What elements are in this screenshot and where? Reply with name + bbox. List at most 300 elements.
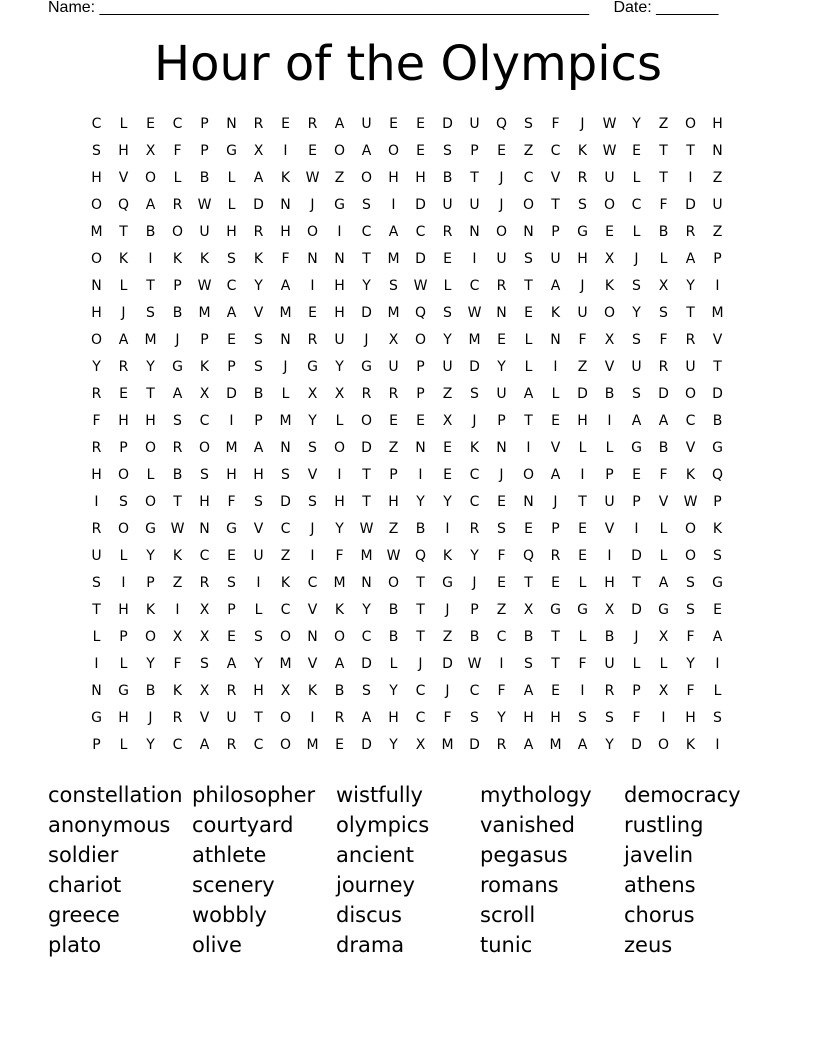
grid-cell[interactable]: A xyxy=(145,197,156,213)
grid-cell[interactable]: T xyxy=(362,467,371,483)
grid-cell[interactable]: N xyxy=(280,332,291,348)
grid-cell[interactable]: O xyxy=(333,629,346,645)
grid-cell[interactable]: O xyxy=(117,467,130,483)
grid-cell[interactable]: X xyxy=(172,629,183,645)
grid-cell[interactable]: I xyxy=(472,251,477,267)
grid-cell[interactable]: K xyxy=(280,170,291,186)
grid-cell[interactable]: I xyxy=(337,467,342,483)
grid-cell[interactable]: U xyxy=(442,359,453,375)
grid-cell[interactable]: W xyxy=(602,116,617,132)
grid-cell[interactable]: D xyxy=(361,440,372,456)
grid-cell[interactable]: D xyxy=(469,737,480,753)
grid-cell[interactable]: D xyxy=(712,386,723,402)
grid-cell[interactable]: A xyxy=(361,710,372,726)
grid-cell[interactable]: N xyxy=(496,305,507,321)
grid-cell[interactable]: O xyxy=(198,440,211,456)
grid-cell[interactable]: G xyxy=(577,602,588,618)
grid-cell[interactable]: F xyxy=(497,683,506,699)
grid-cell[interactable]: E xyxy=(416,143,425,159)
grid-cell[interactable]: T xyxy=(524,413,533,429)
grid-cell[interactable]: O xyxy=(684,548,697,564)
grid-cell[interactable]: N xyxy=(523,224,534,240)
grid-cell[interactable]: D xyxy=(253,197,264,213)
grid-cell[interactable]: X xyxy=(442,413,453,429)
grid-cell[interactable]: Z xyxy=(712,224,723,240)
grid-cell[interactable]: L xyxy=(578,440,587,456)
grid-cell[interactable]: F xyxy=(659,332,668,348)
grid-cell[interactable]: U xyxy=(388,359,399,375)
grid-cell[interactable]: Y xyxy=(497,710,506,726)
grid-cell[interactable]: I xyxy=(715,656,720,672)
grid-cell[interactable]: K xyxy=(550,305,561,321)
grid-cell[interactable]: F xyxy=(551,116,560,132)
grid-cell[interactable]: R xyxy=(388,386,399,402)
grid-cell[interactable]: Q xyxy=(117,197,130,213)
grid-cell[interactable]: Y xyxy=(605,737,614,753)
grid-cell[interactable]: H xyxy=(388,710,399,726)
grid-cell[interactable]: J xyxy=(499,467,504,483)
grid-cell[interactable]: G xyxy=(712,575,723,591)
grid-cell[interactable]: W xyxy=(197,197,212,213)
grid-cell[interactable]: L xyxy=(119,278,128,294)
grid-cell[interactable]: G xyxy=(91,710,102,726)
grid-cell[interactable]: H xyxy=(577,251,588,267)
grid-cell[interactable]: S xyxy=(146,305,155,321)
grid-cell[interactable]: C xyxy=(172,737,183,753)
grid-cell[interactable]: S xyxy=(119,494,128,510)
grid-cell[interactable]: N xyxy=(307,251,318,267)
grid-cell[interactable]: E xyxy=(497,143,506,159)
grid-cell[interactable]: S xyxy=(605,710,614,726)
grid-cell[interactable]: T xyxy=(686,143,695,159)
grid-cell[interactable]: P xyxy=(200,332,209,348)
grid-cell[interactable]: C xyxy=(172,116,183,132)
grid-cell[interactable]: Q xyxy=(522,548,535,564)
grid-cell[interactable]: T xyxy=(524,575,533,591)
grid-cell[interactable]: L xyxy=(659,521,668,537)
grid-cell[interactable]: O xyxy=(684,116,697,132)
grid-cell[interactable]: B xyxy=(604,629,615,645)
grid-cell[interactable]: S xyxy=(254,629,263,645)
grid-cell[interactable]: B xyxy=(388,602,399,618)
grid-cell[interactable]: P xyxy=(227,359,236,375)
grid-cell[interactable]: L xyxy=(443,278,452,294)
grid-cell[interactable]: U xyxy=(496,386,507,402)
grid-cell[interactable]: T xyxy=(119,224,128,240)
grid-cell[interactable]: N xyxy=(91,683,102,699)
grid-cell[interactable]: O xyxy=(144,440,157,456)
grid-cell[interactable]: J xyxy=(472,413,477,429)
grid-cell[interactable]: T xyxy=(146,386,155,402)
grid-cell[interactable]: K xyxy=(172,683,183,699)
grid-cell[interactable]: E xyxy=(389,413,398,429)
grid-cell[interactable]: S xyxy=(632,386,641,402)
grid-cell[interactable]: I xyxy=(229,413,234,429)
grid-cell[interactable]: J xyxy=(418,656,423,672)
grid-cell[interactable]: B xyxy=(199,170,210,186)
grid-cell[interactable]: A xyxy=(253,170,264,186)
grid-cell[interactable]: N xyxy=(469,224,480,240)
grid-cell[interactable]: L xyxy=(632,656,641,672)
grid-cell[interactable]: S xyxy=(308,440,317,456)
grid-cell[interactable]: K xyxy=(145,602,156,618)
grid-cell[interactable]: C xyxy=(631,197,642,213)
grid-cell[interactable]: S xyxy=(686,602,695,618)
grid-cell[interactable]: Y xyxy=(443,494,452,510)
grid-cell[interactable]: U xyxy=(604,656,615,672)
grid-cell[interactable]: W xyxy=(467,656,482,672)
grid-cell[interactable]: S xyxy=(254,494,263,510)
grid-cell[interactable]: V xyxy=(550,170,561,186)
grid-cell[interactable]: O xyxy=(414,332,427,348)
grid-cell[interactable]: E xyxy=(443,467,452,483)
grid-cell[interactable]: C xyxy=(199,548,210,564)
grid-cell[interactable]: O xyxy=(387,143,400,159)
grid-cell[interactable]: A xyxy=(631,413,642,429)
grid-cell[interactable]: F xyxy=(443,710,452,726)
grid-cell[interactable]: E xyxy=(713,602,722,618)
grid-cell[interactable]: V xyxy=(604,521,615,537)
grid-cell[interactable]: O xyxy=(279,629,292,645)
grid-cell[interactable]: F xyxy=(659,197,668,213)
grid-cell[interactable]: V xyxy=(604,359,615,375)
grid-cell[interactable]: A xyxy=(226,305,237,321)
grid-cell[interactable]: M xyxy=(468,332,481,348)
grid-cell[interactable]: C xyxy=(280,602,291,618)
grid-cell[interactable]: E xyxy=(281,116,290,132)
grid-cell[interactable]: M xyxy=(333,575,346,591)
grid-cell[interactable]: E xyxy=(227,629,236,645)
grid-cell[interactable]: X xyxy=(658,278,669,294)
grid-cell[interactable]: O xyxy=(684,386,697,402)
grid-cell[interactable]: I xyxy=(607,413,612,429)
grid-cell[interactable]: R xyxy=(253,224,264,240)
grid-cell[interactable]: D xyxy=(361,737,372,753)
grid-cell[interactable]: P xyxy=(389,467,398,483)
grid-cell[interactable]: W xyxy=(197,278,212,294)
grid-cell[interactable]: P xyxy=(713,494,722,510)
grid-cell[interactable]: M xyxy=(90,224,103,240)
grid-cell[interactable]: N xyxy=(523,494,534,510)
grid-cell[interactable]: I xyxy=(310,710,315,726)
grid-cell[interactable]: N xyxy=(280,197,291,213)
grid-cell[interactable]: X xyxy=(145,143,156,159)
grid-cell[interactable]: Y xyxy=(335,359,344,375)
grid-cell[interactable]: N xyxy=(361,575,372,591)
grid-cell[interactable]: S xyxy=(389,278,398,294)
grid-cell[interactable]: Y xyxy=(146,737,155,753)
grid-cell[interactable]: O xyxy=(144,629,157,645)
grid-cell[interactable]: O xyxy=(657,737,670,753)
grid-cell[interactable]: Y xyxy=(686,656,695,672)
grid-cell[interactable]: U xyxy=(577,305,588,321)
grid-cell[interactable]: S xyxy=(227,251,236,267)
grid-cell[interactable]: I xyxy=(337,224,342,240)
grid-cell[interactable]: S xyxy=(524,116,533,132)
grid-cell[interactable]: E xyxy=(605,224,614,240)
grid-cell[interactable]: E xyxy=(335,737,344,753)
grid-cell[interactable]: B xyxy=(658,224,669,240)
grid-cell[interactable]: O xyxy=(603,197,616,213)
grid-cell[interactable]: A xyxy=(253,440,264,456)
grid-cell[interactable]: V xyxy=(685,440,696,456)
grid-cell[interactable]: R xyxy=(172,710,183,726)
grid-cell[interactable]: L xyxy=(605,440,614,456)
grid-cell[interactable]: S xyxy=(497,521,506,537)
grid-cell[interactable]: I xyxy=(607,548,612,564)
grid-cell[interactable]: Z xyxy=(388,440,399,456)
grid-cell[interactable]: F xyxy=(335,548,344,564)
date-field[interactable]: Date: _______ xyxy=(613,0,719,16)
grid-cell[interactable]: X xyxy=(604,602,615,618)
grid-cell[interactable]: P xyxy=(713,251,722,267)
grid-cell[interactable]: M xyxy=(225,440,238,456)
grid-cell[interactable]: C xyxy=(496,629,507,645)
grid-cell[interactable]: F xyxy=(578,332,587,348)
grid-cell[interactable]: I xyxy=(94,494,99,510)
grid-cell[interactable]: L xyxy=(551,386,560,402)
grid-cell[interactable]: M xyxy=(279,305,292,321)
grid-cell[interactable]: F xyxy=(173,143,182,159)
grid-cell[interactable]: L xyxy=(659,251,668,267)
grid-cell[interactable]: J xyxy=(553,494,558,510)
grid-cell[interactable]: X xyxy=(604,251,615,267)
grid-cell[interactable]: Y xyxy=(308,413,317,429)
grid-cell[interactable]: Z xyxy=(280,548,291,564)
grid-cell[interactable]: A xyxy=(658,413,669,429)
grid-cell[interactable]: J xyxy=(499,170,504,186)
grid-cell[interactable]: E xyxy=(497,575,506,591)
grid-cell[interactable]: Y xyxy=(632,116,641,132)
grid-cell[interactable]: O xyxy=(171,224,184,240)
grid-cell[interactable]: D xyxy=(631,602,642,618)
grid-cell[interactable]: S xyxy=(470,386,479,402)
grid-cell[interactable]: U xyxy=(469,116,480,132)
grid-cell[interactable]: H xyxy=(91,305,102,321)
grid-cell[interactable]: I xyxy=(580,467,585,483)
grid-cell[interactable]: H xyxy=(199,494,210,510)
grid-cell[interactable]: R xyxy=(91,440,102,456)
grid-cell[interactable]: E xyxy=(308,143,317,159)
grid-cell[interactable]: H xyxy=(91,170,102,186)
grid-cell[interactable]: T xyxy=(713,359,722,375)
grid-cell[interactable]: H xyxy=(280,224,291,240)
grid-cell[interactable]: Z xyxy=(442,386,453,402)
grid-cell[interactable]: L xyxy=(659,656,668,672)
grid-cell[interactable]: V xyxy=(118,170,129,186)
grid-cell[interactable]: J xyxy=(364,332,369,348)
grid-cell[interactable]: L xyxy=(524,359,533,375)
grid-cell[interactable]: I xyxy=(310,278,315,294)
grid-cell[interactable]: V xyxy=(307,656,318,672)
grid-cell[interactable]: S xyxy=(524,251,533,267)
grid-cell[interactable]: L xyxy=(173,170,182,186)
grid-cell[interactable]: C xyxy=(469,278,480,294)
grid-cell[interactable]: R xyxy=(334,710,345,726)
grid-cell[interactable]: B xyxy=(145,224,156,240)
grid-cell[interactable]: T xyxy=(362,251,371,267)
grid-cell[interactable]: P xyxy=(632,494,641,510)
grid-cell[interactable]: B xyxy=(334,683,345,699)
grid-cell[interactable]: D xyxy=(415,251,426,267)
grid-cell[interactable]: J xyxy=(580,116,585,132)
grid-cell[interactable]: R xyxy=(253,116,264,132)
grid-cell[interactable]: A xyxy=(685,251,696,267)
grid-cell[interactable]: H xyxy=(685,710,696,726)
grid-cell[interactable]: E xyxy=(551,683,560,699)
grid-cell[interactable]: Q xyxy=(495,116,508,132)
grid-cell[interactable]: R xyxy=(685,224,696,240)
grid-cell[interactable]: S xyxy=(578,710,587,726)
grid-cell[interactable]: U xyxy=(226,710,237,726)
grid-cell[interactable]: D xyxy=(280,494,291,510)
grid-cell[interactable]: G xyxy=(118,683,129,699)
grid-cell[interactable]: O xyxy=(333,143,346,159)
grid-cell[interactable]: N xyxy=(550,332,561,348)
grid-cell[interactable]: A xyxy=(172,386,183,402)
grid-cell[interactable]: C xyxy=(415,224,426,240)
grid-cell[interactable]: J xyxy=(283,359,288,375)
grid-cell[interactable]: I xyxy=(256,575,261,591)
grid-cell[interactable]: S xyxy=(470,710,479,726)
grid-cell[interactable]: R xyxy=(118,359,129,375)
grid-cell[interactable]: R xyxy=(496,737,507,753)
grid-cell[interactable]: O xyxy=(360,413,373,429)
grid-cell[interactable]: L xyxy=(119,737,128,753)
grid-cell[interactable]: B xyxy=(253,386,264,402)
grid-cell[interactable]: K xyxy=(334,602,345,618)
grid-cell[interactable]: J xyxy=(310,521,315,537)
grid-cell[interactable]: C xyxy=(91,116,102,132)
grid-cell[interactable]: A xyxy=(523,386,534,402)
grid-cell[interactable]: C xyxy=(253,737,264,753)
grid-cell[interactable]: L xyxy=(632,170,641,186)
grid-cell[interactable]: D xyxy=(631,737,642,753)
grid-cell[interactable]: O xyxy=(90,251,103,267)
grid-cell[interactable]: A xyxy=(199,737,210,753)
grid-cell[interactable]: C xyxy=(685,413,696,429)
grid-cell[interactable]: U xyxy=(496,251,507,267)
grid-cell[interactable]: P xyxy=(200,143,209,159)
grid-cell[interactable]: F xyxy=(497,548,506,564)
grid-cell[interactable]: F xyxy=(686,683,695,699)
grid-cell[interactable]: B xyxy=(172,305,183,321)
grid-cell[interactable]: T xyxy=(254,710,263,726)
grid-cell[interactable]: H xyxy=(415,170,426,186)
grid-cell[interactable]: G xyxy=(172,359,183,375)
grid-cell[interactable]: D xyxy=(442,656,453,672)
grid-cell[interactable]: X xyxy=(658,629,669,645)
grid-cell[interactable]: Z xyxy=(388,521,399,537)
grid-cell[interactable]: H xyxy=(523,710,534,726)
grid-cell[interactable]: X xyxy=(199,629,210,645)
grid-cell[interactable]: I xyxy=(445,521,450,537)
grid-cell[interactable]: K xyxy=(118,251,129,267)
grid-cell[interactable]: S xyxy=(254,359,263,375)
grid-cell[interactable]: I xyxy=(148,251,153,267)
grid-cell[interactable]: I xyxy=(94,656,99,672)
grid-cell[interactable]: H xyxy=(145,413,156,429)
grid-cell[interactable]: Y xyxy=(335,521,344,537)
grid-cell[interactable]: I xyxy=(715,737,720,753)
grid-cell[interactable]: R xyxy=(226,737,237,753)
grid-cell[interactable]: Y xyxy=(146,548,155,564)
grid-cell[interactable]: T xyxy=(632,575,641,591)
grid-cell[interactable]: S xyxy=(308,494,317,510)
grid-cell[interactable]: X xyxy=(658,683,669,699)
grid-cell[interactable]: N xyxy=(91,278,102,294)
grid-cell[interactable]: G xyxy=(631,440,642,456)
grid-cell[interactable]: R xyxy=(604,683,615,699)
grid-cell[interactable]: H xyxy=(550,710,561,726)
grid-cell[interactable]: R xyxy=(496,278,507,294)
grid-cell[interactable]: X xyxy=(199,683,210,699)
grid-cell[interactable]: H xyxy=(253,467,264,483)
grid-cell[interactable]: X xyxy=(199,602,210,618)
grid-cell[interactable]: G xyxy=(712,440,723,456)
grid-cell[interactable]: P xyxy=(416,359,425,375)
grid-cell[interactable]: M xyxy=(198,305,211,321)
grid-cell[interactable]: B xyxy=(523,629,534,645)
grid-cell[interactable]: I xyxy=(688,170,693,186)
grid-cell[interactable]: W xyxy=(467,305,482,321)
grid-cell[interactable]: V xyxy=(307,602,318,618)
grid-cell[interactable]: U xyxy=(199,224,210,240)
grid-cell[interactable]: P xyxy=(200,116,209,132)
grid-cell[interactable]: Q xyxy=(414,548,427,564)
grid-cell[interactable]: X xyxy=(307,386,318,402)
grid-cell[interactable]: H xyxy=(118,602,129,618)
grid-cell[interactable]: S xyxy=(227,575,236,591)
grid-cell[interactable]: A xyxy=(523,737,534,753)
grid-cell[interactable]: F xyxy=(686,629,695,645)
grid-cell[interactable]: V xyxy=(658,494,669,510)
grid-cell[interactable]: O xyxy=(522,197,535,213)
grid-cell[interactable]: O xyxy=(333,440,346,456)
grid-cell[interactable]: H xyxy=(334,305,345,321)
grid-cell[interactable]: P xyxy=(92,737,101,753)
grid-cell[interactable]: K xyxy=(685,737,696,753)
grid-cell[interactable]: X xyxy=(388,332,399,348)
grid-cell[interactable]: N xyxy=(199,521,210,537)
grid-cell[interactable]: F xyxy=(173,656,182,672)
grid-cell[interactable]: L xyxy=(281,386,290,402)
grid-cell[interactable]: E xyxy=(227,548,236,564)
grid-cell[interactable]: J xyxy=(121,305,126,321)
grid-cell[interactable]: F xyxy=(227,494,236,510)
grid-cell[interactable]: N xyxy=(415,440,426,456)
grid-cell[interactable]: E xyxy=(524,305,533,321)
grid-cell[interactable]: N xyxy=(334,251,345,267)
grid-cell[interactable]: N xyxy=(226,116,237,132)
grid-cell[interactable]: I xyxy=(526,440,531,456)
grid-cell[interactable]: K xyxy=(253,251,264,267)
grid-cell[interactable]: O xyxy=(279,737,292,753)
grid-cell[interactable]: B xyxy=(415,521,426,537)
grid-cell[interactable]: U xyxy=(334,332,345,348)
grid-cell[interactable]: R xyxy=(442,224,453,240)
grid-cell[interactable]: Y xyxy=(146,656,155,672)
grid-cell[interactable]: W xyxy=(413,278,428,294)
grid-cell[interactable]: R xyxy=(172,197,183,213)
grid-cell[interactable]: H xyxy=(253,683,264,699)
grid-cell[interactable]: J xyxy=(634,629,639,645)
grid-cell[interactable]: W xyxy=(305,170,320,186)
grid-cell[interactable]: P xyxy=(173,278,182,294)
grid-cell[interactable]: O xyxy=(387,575,400,591)
grid-cell[interactable]: L xyxy=(227,170,236,186)
grid-cell[interactable]: T xyxy=(578,494,587,510)
